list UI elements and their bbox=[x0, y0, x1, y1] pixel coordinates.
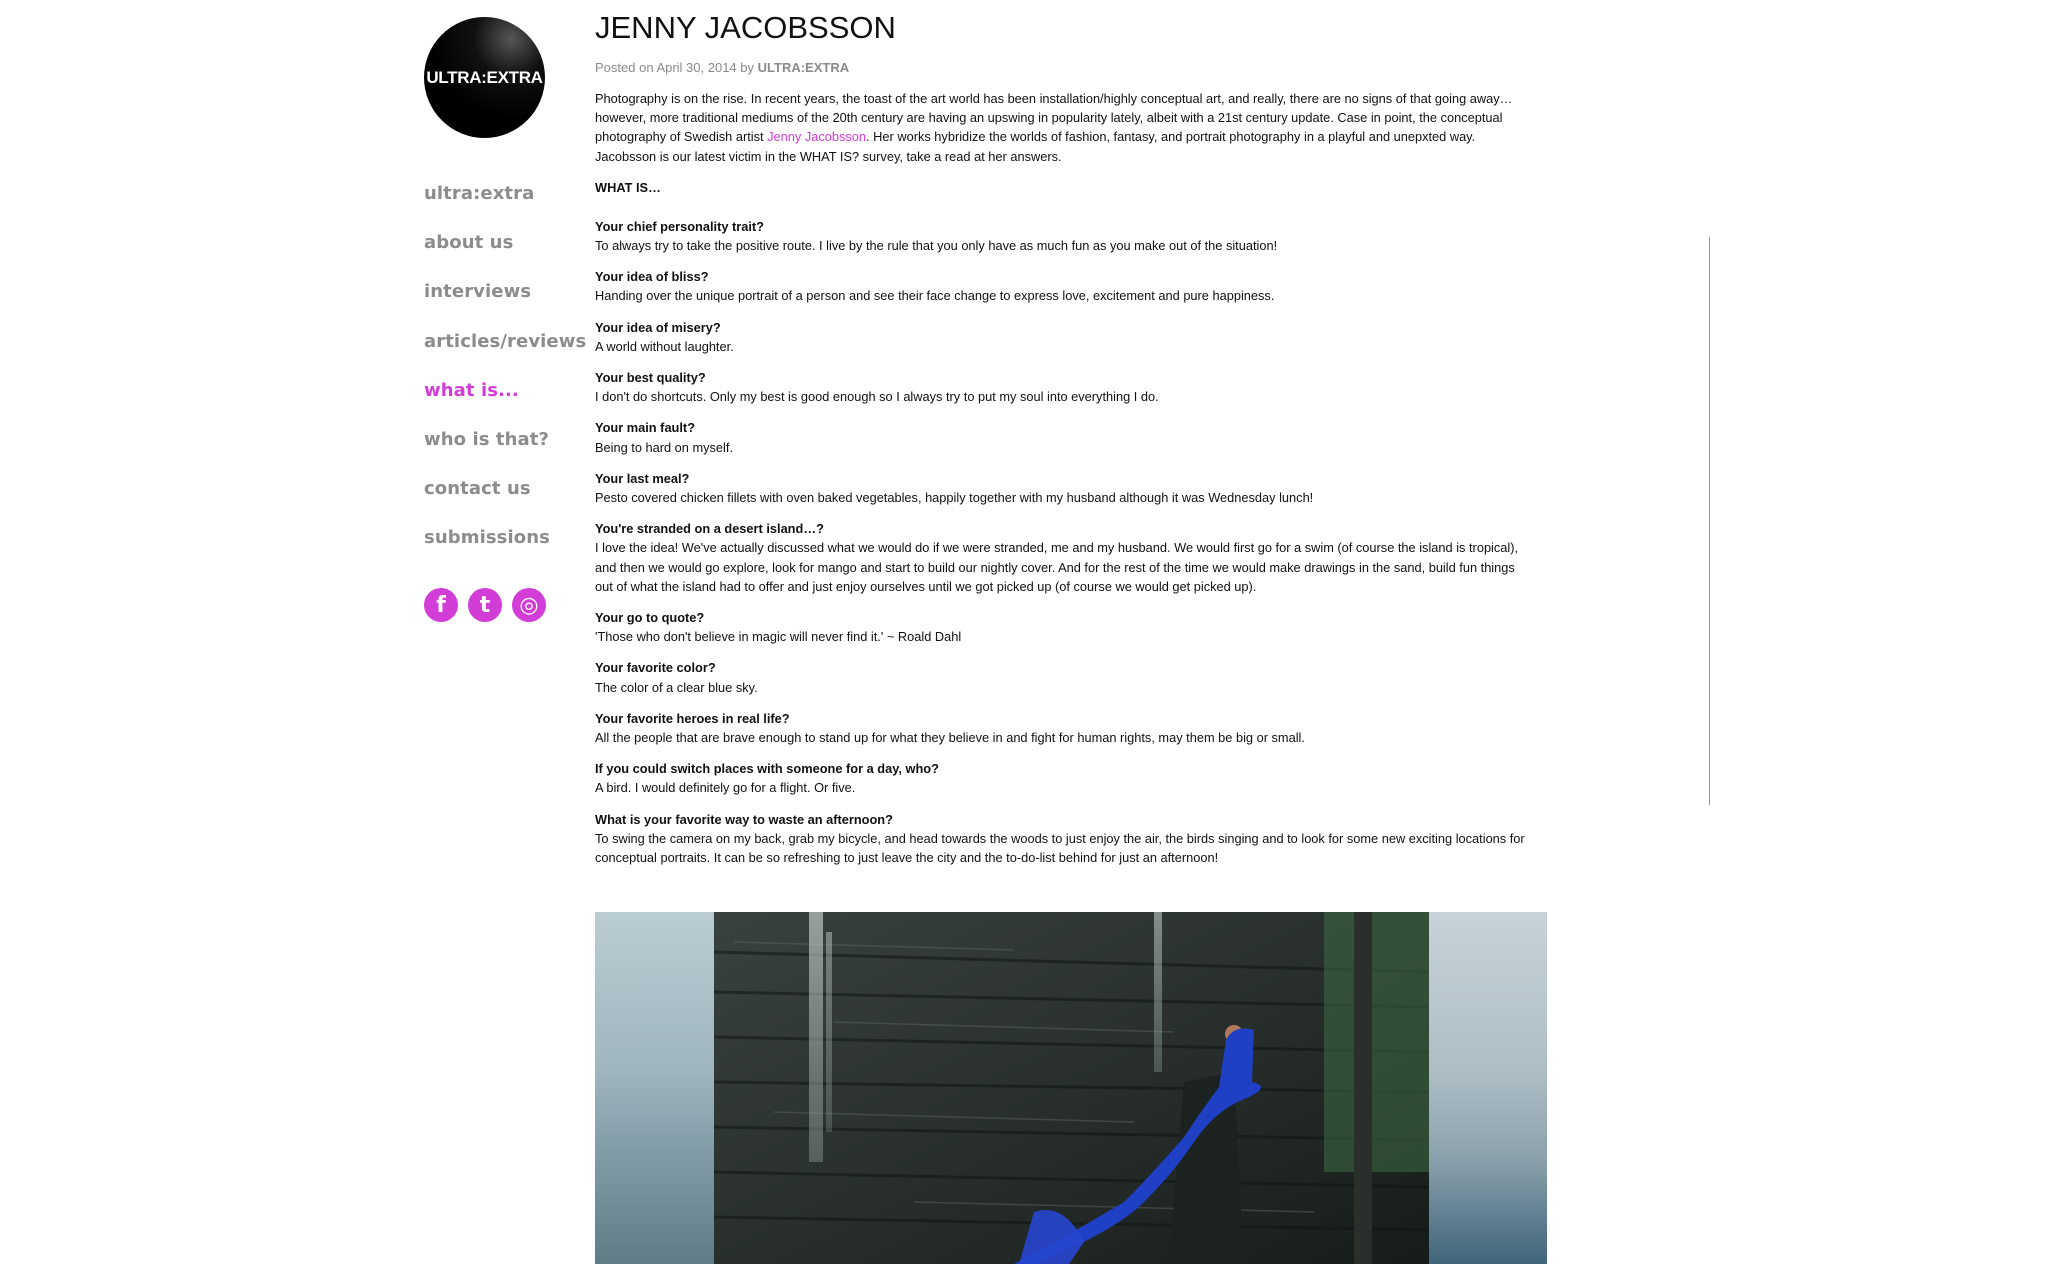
post-title: JENNY JACOBSSON bbox=[595, 10, 896, 45]
intro-text-before: Photography is on the rise. In recent years, the toast of the art world has been installation/highly conceptual art, and really, there are no signs of that going away…however, more traditional mediums of the 20th century are having an upswing in popularity lately, albeit with a 21st century update. Case in point, the conceptual photography of Swedish artist bbox=[595, 91, 1513, 145]
nav-item-interviews[interactable]: interviews bbox=[424, 281, 532, 303]
question: Your best quality? bbox=[595, 370, 706, 386]
logo-text: ULTRA:EXTRA bbox=[426, 67, 543, 87]
answer: To always try to take the positive route. I live by the rule that you only have as much fun as you make out of the situation! bbox=[595, 238, 1278, 254]
facebook-icon[interactable]: f bbox=[424, 588, 458, 622]
answer: I don't do shortcuts. Only my best is good enough so I always try to put my soul into everything I do. bbox=[595, 389, 1159, 405]
answer: To swing the camera on my back, grab my bicycle, and head towards the woods to just enjoy the air, the birds singing and to look for some new exciting locations for conceptual portraits. It can be so refreshing to just leave the city and the to-do-list behind for just an afternoon! bbox=[595, 830, 1525, 866]
artist-link[interactable]: Jenny Jacobsson bbox=[767, 129, 867, 145]
qa-item bbox=[595, 810, 1525, 868]
question: Your favorite heroes in real life? bbox=[595, 710, 790, 726]
nav-item-articles-reviews[interactable]: articles/reviews bbox=[424, 330, 587, 352]
question: Your idea of misery? bbox=[595, 319, 721, 335]
qa-item bbox=[595, 418, 1525, 456]
main-nav bbox=[424, 183, 586, 577]
waterfall-photo bbox=[714, 912, 1429, 1264]
question: Your idea of bliss? bbox=[595, 269, 709, 285]
question: If you could switch places with someone for a day, who? bbox=[595, 761, 939, 777]
question: Your go to quote? bbox=[595, 610, 705, 626]
nav-item-contact-us[interactable]: contact us bbox=[424, 478, 531, 500]
qa-item bbox=[595, 368, 1525, 406]
question: What is your favorite way to waste an afternoon? bbox=[595, 811, 893, 827]
answer: Being to hard on myself. bbox=[595, 439, 733, 455]
photo-gallery[interactable] bbox=[595, 912, 1547, 1264]
gallery-slide-main-image[interactable] bbox=[714, 912, 1429, 1264]
post-meta bbox=[595, 60, 1525, 75]
nav-item-who-is-that[interactable]: who is that? bbox=[424, 428, 550, 450]
qa-item bbox=[595, 217, 1525, 255]
gallery-slide-prev-image[interactable] bbox=[595, 912, 714, 1264]
gallery-slide-next-image[interactable] bbox=[1429, 912, 1547, 1264]
answer: Handing over the unique portrait of a person and see their face change to express love, excitement and pure happiness. bbox=[595, 288, 1275, 304]
qa-item bbox=[595, 469, 1525, 507]
post-author-link[interactable]: ULTRA:EXTRA bbox=[757, 60, 850, 75]
qa-item bbox=[595, 519, 1525, 596]
answer: 'Those who don't believe in magic will never find it.' ~ Roald Dahl bbox=[595, 629, 962, 645]
section-heading: WHAT IS… bbox=[595, 179, 661, 195]
nav-item-what-is[interactable]: what is... bbox=[424, 379, 519, 401]
scroll-track-divider bbox=[1709, 237, 1710, 805]
answer: All the people that are brave enough to stand up for what they believe in and fight for human rights, may them be big or small. bbox=[595, 730, 1305, 746]
question: Your favorite color? bbox=[595, 660, 716, 676]
question: Your main fault? bbox=[595, 420, 696, 436]
answer: A bird. I would definitely go for a flight. Or five. bbox=[595, 780, 856, 796]
qa-item bbox=[595, 709, 1525, 747]
answer: The color of a clear blue sky. bbox=[595, 679, 758, 695]
qa-item bbox=[595, 318, 1525, 356]
qa-item bbox=[595, 267, 1525, 305]
qa-item bbox=[595, 759, 1525, 797]
question: Your chief personality trait? bbox=[595, 218, 764, 234]
answer: I love the idea! We've actually discussed what we would do if we were stranded, me and my husband. We would first go for a swim (of course the island is tropical), and then we would go explore, look for mango and start to build our nightly cover. And for the rest of the time we would make drawings in the sand, build fun things out of what the island had to offer and just enjoy ourselves until we got picked up (of course we would get picked up). bbox=[595, 540, 1519, 594]
intro-text-after: . Her works hybridize the worlds of fashion, fantasy, and portrait photography in a playful and unepxted way. Jacobsson is our latest victim in the WHAT IS? survey, take a read at her answers. bbox=[595, 129, 1476, 164]
article bbox=[595, 10, 1525, 879]
site-logo[interactable] bbox=[424, 17, 545, 138]
answer: Pesto covered chicken fillets with oven baked vegetables, happily together with my husband although it was Wednesday lunch! bbox=[595, 490, 1314, 506]
post-intro bbox=[595, 89, 1525, 166]
qa-item bbox=[595, 608, 1525, 646]
qa-item bbox=[595, 658, 1525, 696]
question: Your last meal? bbox=[595, 470, 690, 486]
social-links bbox=[424, 588, 546, 622]
nav-item-ultra-extra[interactable]: ultra:extra bbox=[424, 183, 535, 204]
question: You're stranded on a desert island…? bbox=[595, 521, 824, 537]
post-date: Posted on April 30, 2014 by bbox=[595, 60, 755, 75]
instagram-icon[interactable]: ◎ bbox=[512, 588, 546, 622]
nav-item-submissions[interactable]: submissions bbox=[424, 527, 550, 549]
answer: A world without laughter. bbox=[595, 338, 734, 354]
qa-list bbox=[595, 217, 1525, 867]
nav-item-about-us[interactable]: about us bbox=[424, 232, 514, 254]
twitter-icon[interactable]: t bbox=[468, 588, 502, 622]
